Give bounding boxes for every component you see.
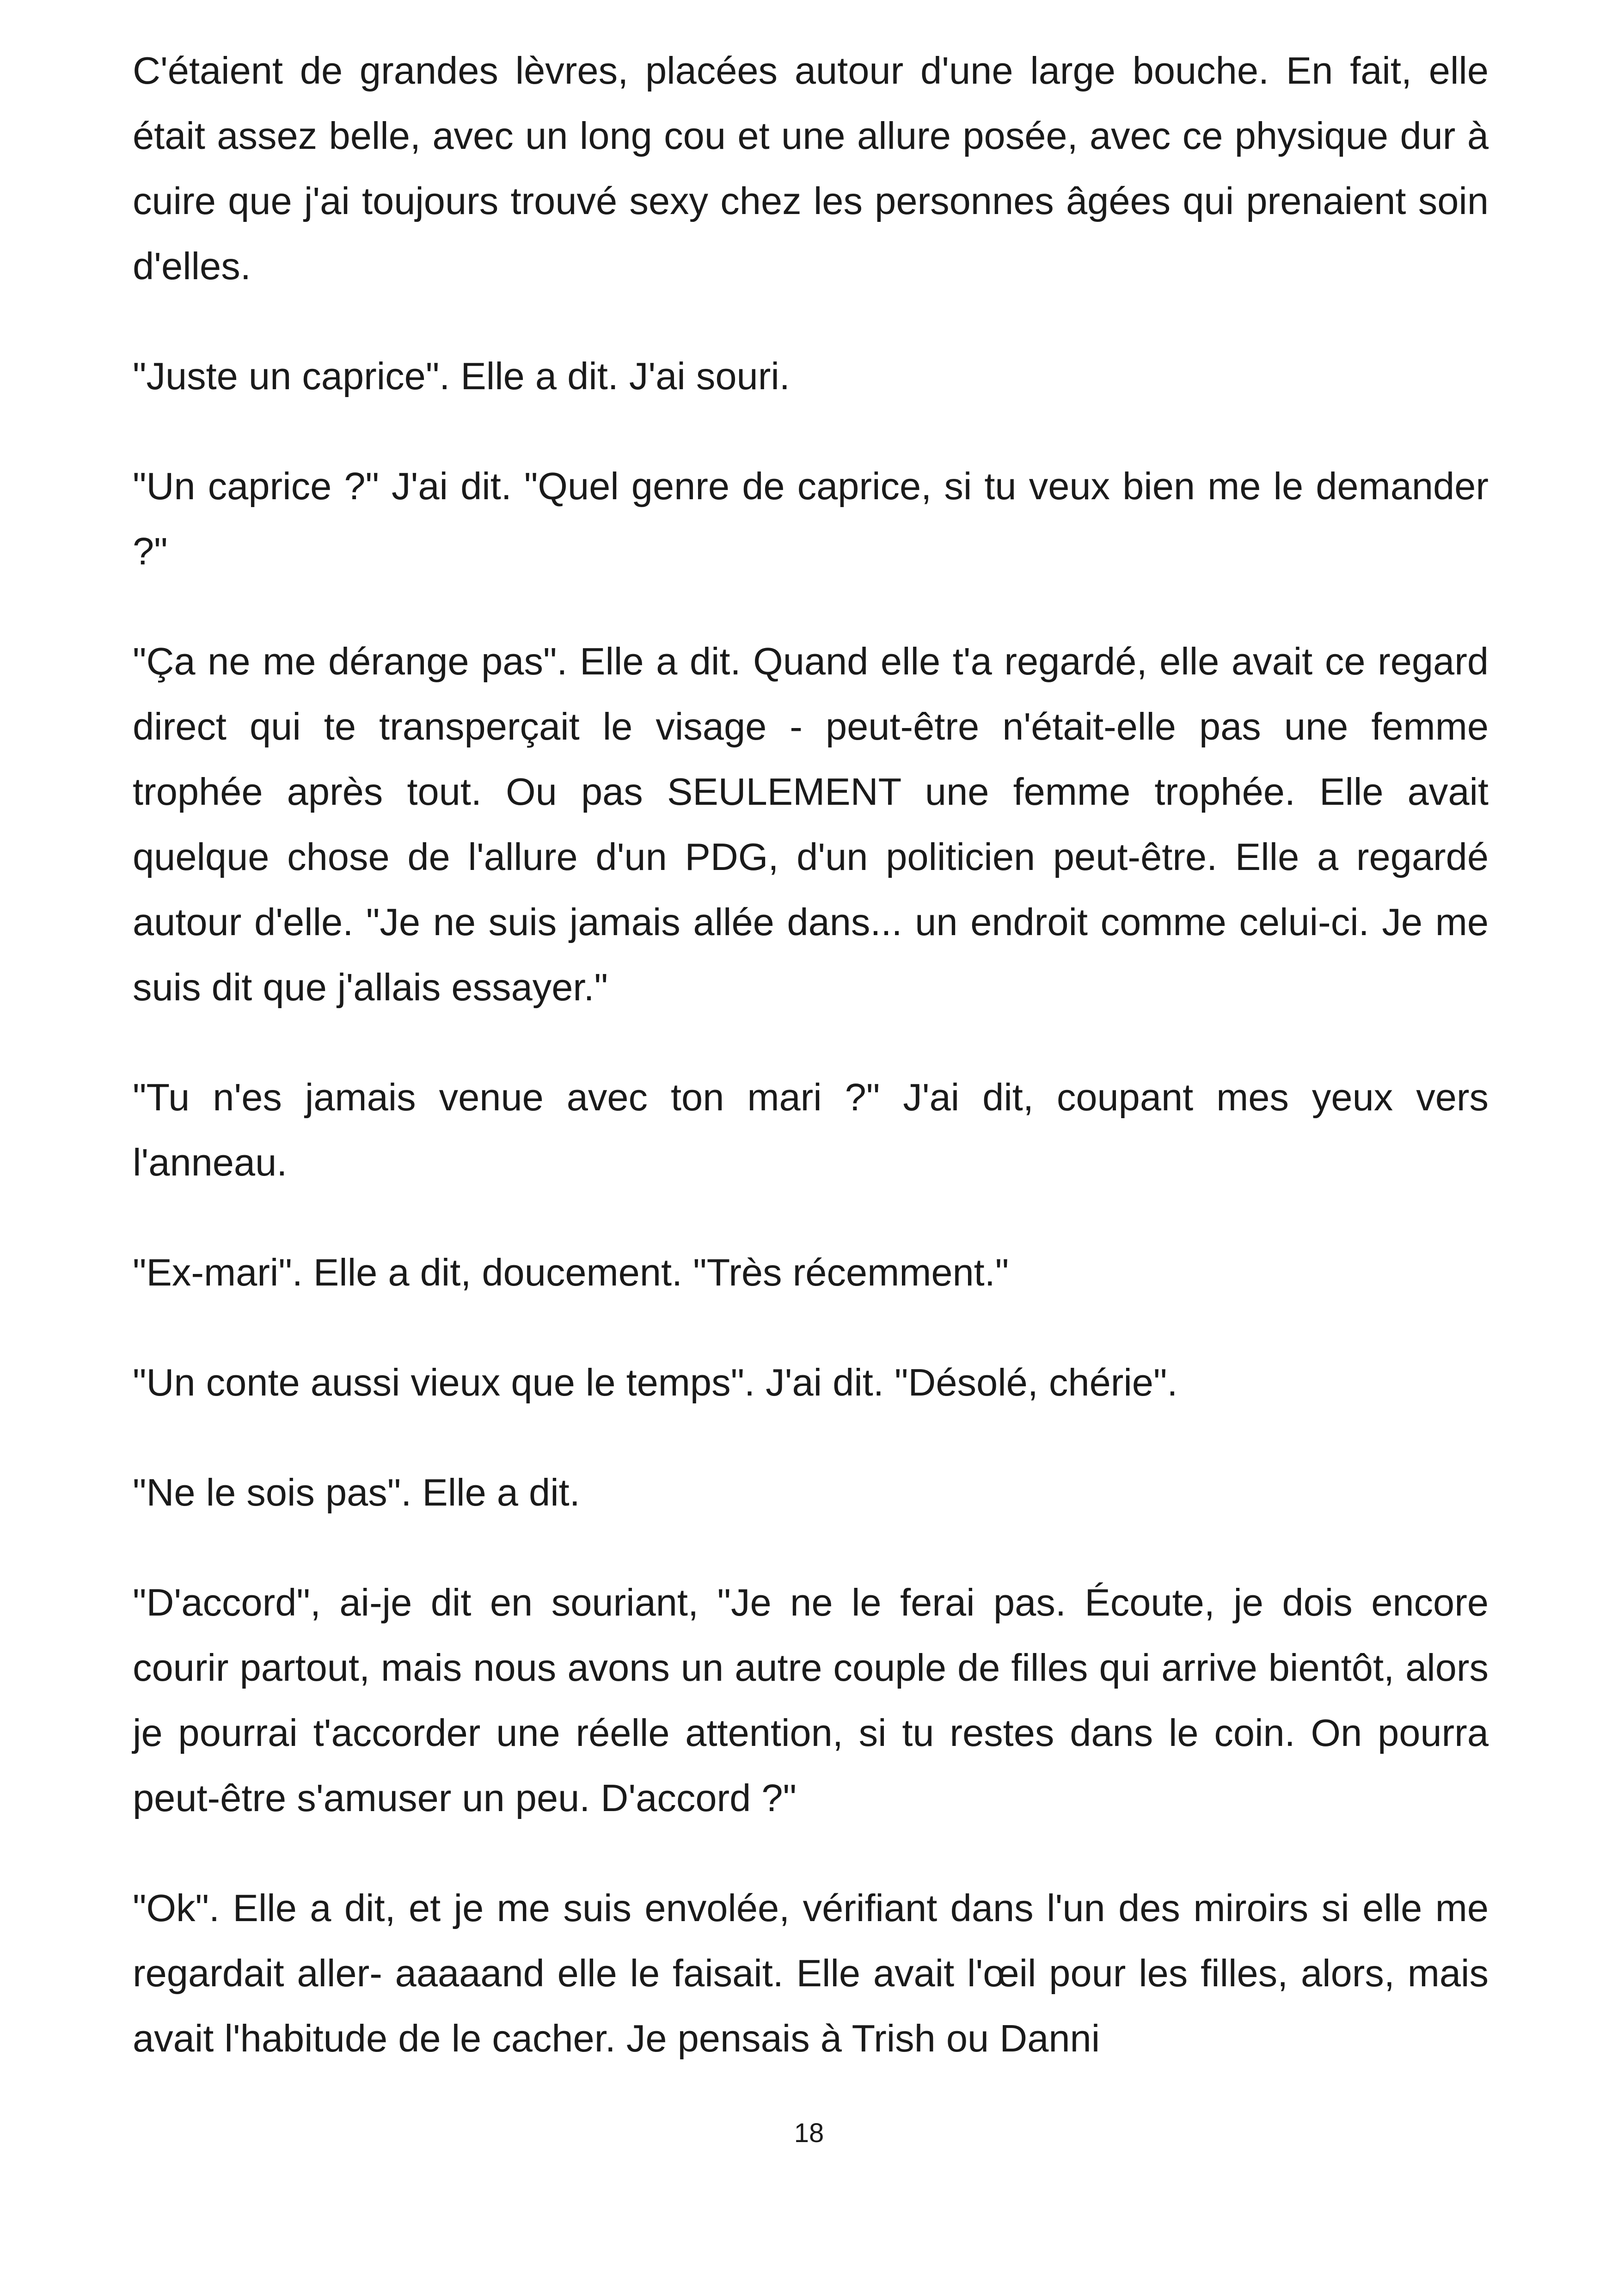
paragraph-7: "Un conte aussi vieux que le temps". J'ai dit. "Désolé, chérie". [133,1361,1178,1404]
paragraph-1: C'étaient de grandes lèvres, placées autour d'une large bouche. En fait, elle était assez belle, avec un long cou et une allure posée, avec ce physique dur à cuire que j'ai toujours trouvé sexy chez les personnes âgées qui prenaient soin d'elles. [133,49,1489,288]
paragraph-9: "D'accord", ai-je dit en souriant, "Je ne le ferai pas. Écoute, je dois encore courir partout, mais nous avons un autre couple de filles qui arrive bientôt, alors je pourrai t'accorder une réelle attention, si tu restes dans le coin. On pourra peut-être s'amuser un peu. D'accord ?" [133,1581,1489,1819]
paragraph-5: "Tu n'es jamais venue avec ton mari ?" J'ai dit, coupant mes yeux vers l'anneau. [133,1076,1489,1184]
paragraph-3: "Un caprice ?" J'ai dit. "Quel genre de caprice, si tu veux bien me le demander ?" [133,465,1489,573]
paragraph-10: "Ok". Elle a dit, et je me suis envolée, vérifiant dans l'un des miroirs si elle me regardait aller- aaaaand elle le faisait. Elle avait l'œil pour les filles, alors, mais avait l'habitude de le cacher. Je pensais à Trish ou Danni [133,1886,1489,2060]
paragraph-6: "Ex-mari". Elle a dit, doucement. "Très récemment." [133,1251,1009,1294]
paragraph-8: "Ne le sois pas". Elle a dit. [133,1471,580,1514]
page-number: 18 [794,2118,824,2148]
text-body [133,38,1489,2116]
paragraph-2: "Juste un caprice". Elle a dit. J'ai souri. [133,355,790,398]
paragraph-4: "Ça ne me dérange pas". Elle a dit. Quand elle t'a regardé, elle avait ce regard direct qui te transperçait le visage - peut-être n'était-elle pas une femme trophée après tout. Ou pas SEULEMENT une femme trophée. Elle avait quelque chose de l'allure d'un PDG, d'un politicien peut-être. Elle a regardé autour d'elle. "Je ne suis jamais allée dans... un endroit comme celui-ci. Je me suis dit que j'allais essayer." [133,640,1489,1009]
